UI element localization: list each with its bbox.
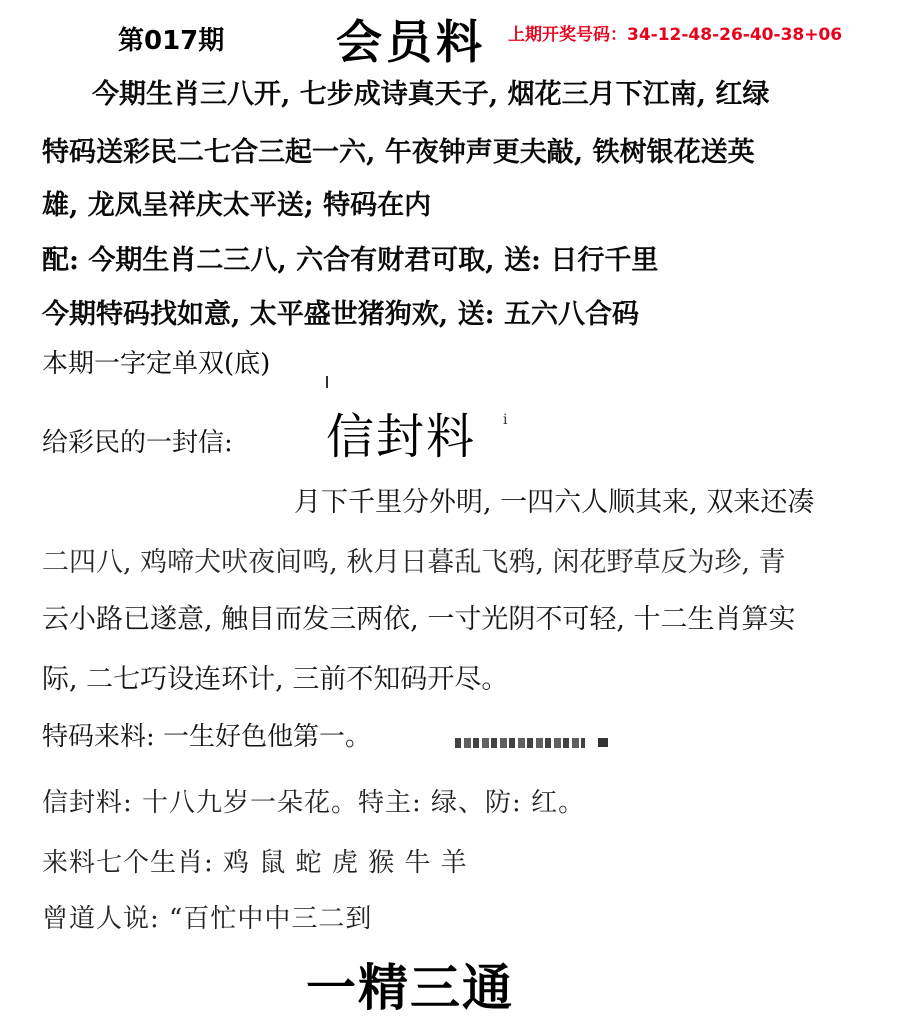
- issue-number: 第017期: [118, 26, 225, 56]
- code-source-line: 特码来料: 一生好色他第一。: [42, 722, 372, 752]
- page-title: 会员料: [336, 15, 486, 69]
- redacted-text-mark: [455, 738, 585, 748]
- letter-title: 信封料: [326, 409, 477, 465]
- saying-line: 曾道人说: “百忙中中三二到: [42, 904, 373, 934]
- poem-line-1: 今期生肖三八开, 七步成诗真天子, 烟花三月下江南, 红绿: [92, 79, 770, 110]
- poem-line-5: 今期特码找如意, 太平盛世猪狗欢, 送: 五六八合码: [42, 299, 639, 330]
- bottom-title: 一精三通: [306, 958, 514, 1017]
- poem-line-6: 本期一字定单双(底): [42, 349, 271, 379]
- scan-mark: i: [503, 412, 508, 428]
- poem-line-2: 特码送彩民二七合三起一六, 午夜钟声更夫敲, 铁树银花送英: [42, 137, 755, 168]
- letter-paragraph-2: 二四八, 鸡啼犬吠夜间鸣, 秋月日暮乱飞鸦, 闲花野草反为珍, 青: [42, 547, 786, 578]
- last-draw-numbers: 上期开奖号码：34-12-48-26-40-38+06: [508, 25, 843, 45]
- poem-line-4: 配: 今期生肖二三八, 六合有财君可取, 送: 日行千里: [42, 245, 659, 276]
- letter-paragraph-4: 际, 二七巧设连环计, 三前不知码开尽。: [42, 664, 509, 695]
- letter-paragraph-1: 月下千里分外明, 一四六人顺其来, 双来还凑: [294, 487, 815, 518]
- scan-mark: [326, 376, 328, 388]
- envelope-line: 信封料: 十八九岁一朵花。特主: 绿、防: 红。: [42, 788, 586, 818]
- poem-line-3: 雄, 龙凤呈祥庆太平送; 特码在内: [42, 190, 432, 221]
- redacted-text-mark: [598, 738, 608, 747]
- letter-label: 给彩民的一封信:: [42, 428, 233, 458]
- letter-paragraph-3: 云小路已遂意, 触目而发三两依, 一寸光阴不可轻, 十二生肖算实: [42, 604, 796, 635]
- seven-zodiac-line: 来料七个生肖: 鸡 鼠 蛇 虎 猴 牛 羊: [42, 848, 468, 878]
